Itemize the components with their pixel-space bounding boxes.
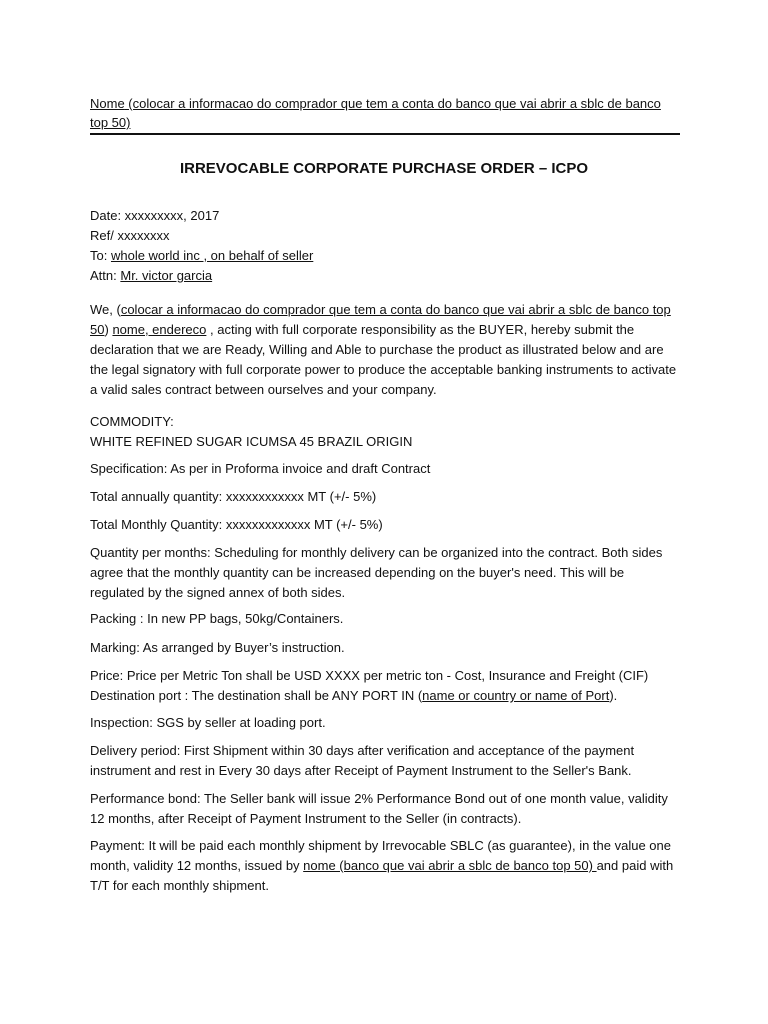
marking-line <box>90 638 680 658</box>
payment-paragraph <box>90 836 680 896</box>
date-line: Date: xxxxxxxxx, 2017 <box>90 208 220 223</box>
commodity-label: COMMODITY: <box>90 414 174 429</box>
quantity-per-month-text: Quantity per months: Scheduling for monthly delivery can be organized into the contract. Both sides agree that the monthly quantity can be increased depending on the buyer's need. This will be regulated by the signed annex of both sides. <box>90 545 663 600</box>
intro-buyer-info: colocar a informacao do comprador que tem a conta do banco que vai abrir a sblc de banco top 50 <box>90 302 671 337</box>
buyer-header-line <box>90 94 680 135</box>
monthly-quantity-text: Total Monthly Quantity: xxxxxxxxxxxxx MT (+/- 5%) <box>90 517 383 532</box>
price-text: Price: Price per Metric Ton shall be USD XXXX per metric ton - Cost, Insurance and Freight (CIF) <box>90 668 649 683</box>
to-value: whole world inc , on behalf of seller <box>110 248 314 263</box>
packing-text: Packing : In new PP bags, 50kg/Containers. <box>90 611 344 626</box>
intro-body: , acting with full corporate responsibility as the BUYER, hereby submit the declaration that we are Ready, Willing and Able to purchase the product as illustrated below and are the legal signatory with full corporate power to produce the acceptable banking instruments to activate a valid sales contract between ourselves and your company. <box>90 322 677 397</box>
payment-bank-placeholder: nome (banco que vai abrir a sblc de banco top 50) <box>303 858 597 873</box>
attn-line <box>90 266 680 286</box>
commodity-block <box>90 412 680 452</box>
header-note: (colocar a informacao do comprador que tem a conta do banco que vai abrir a sblc de banco top 50) <box>90 96 661 130</box>
packing-line <box>90 609 680 629</box>
performance-text: Performance bond: The Seller bank will issue 2% Performance Bond out of one month value, validity 12 months, after Receipt of Payment Instrument to the Seller (in contracts). <box>90 791 668 826</box>
intro-nome-endereco: nome, endereco <box>112 322 207 337</box>
inspection-line <box>90 713 680 733</box>
annual-line <box>90 487 680 507</box>
quantity-per-month-paragraph <box>90 543 680 603</box>
ref-line: Ref/ xxxxxxxx <box>90 228 170 243</box>
annual-quantity-text: Total annually quantity: xxxxxxxxxxxx MT (+/- 5%) <box>90 489 377 504</box>
to-line <box>90 246 680 266</box>
meta-block <box>90 206 680 286</box>
intro-close: ) <box>104 322 109 337</box>
payment-text <box>90 836 680 896</box>
delivery-paragraph <box>90 741 680 781</box>
payment-end: and paid with T/T for each monthly shipment. <box>90 858 674 893</box>
intro-start: We, ( <box>90 302 121 317</box>
intro-paragraph <box>90 300 680 400</box>
header-nome: Nome <box>90 96 125 111</box>
commodity-value: WHITE REFINED SUGAR ICUMSA 45 BRAZIL ORIGIN <box>90 434 413 449</box>
payment-start: Payment: It will be paid each monthly shipment by Irrevocable SBLC (as guarantee), in the value one month, validity 12 months, issued by <box>90 838 671 873</box>
inspection-text: Inspection: SGS by seller at loading port. <box>90 715 326 730</box>
delivery-text: Delivery period: First Shipment within 30 days after verification and acceptance of the payment instrument and rest in Every 30 days after Receipt of Payment Instrument to the Seller's Bank. <box>90 743 635 778</box>
spec-line <box>90 459 680 479</box>
performance-paragraph <box>90 789 680 829</box>
marking-text: Marking: As arranged by Buyer’s instruction. <box>90 640 345 655</box>
to-label: To: <box>90 248 111 263</box>
document-title: IRREVOCABLE CORPORATE PURCHASE ORDER – ICPO <box>179 160 589 177</box>
destination-text <box>90 686 680 706</box>
price-block <box>90 666 680 706</box>
attn-label: Attn: <box>90 268 121 283</box>
monthly-line <box>90 515 680 535</box>
destination-port-placeholder: name or country or name of Port <box>422 688 610 703</box>
specification-text: Specification: As per in Proforma invoice and draft Contract <box>90 461 431 476</box>
destination-start: Destination port : The destination shall be ANY PORT IN ( <box>90 688 423 703</box>
destination-end: ). <box>609 688 618 703</box>
attn-value: Mr. victor garcia <box>120 268 213 283</box>
